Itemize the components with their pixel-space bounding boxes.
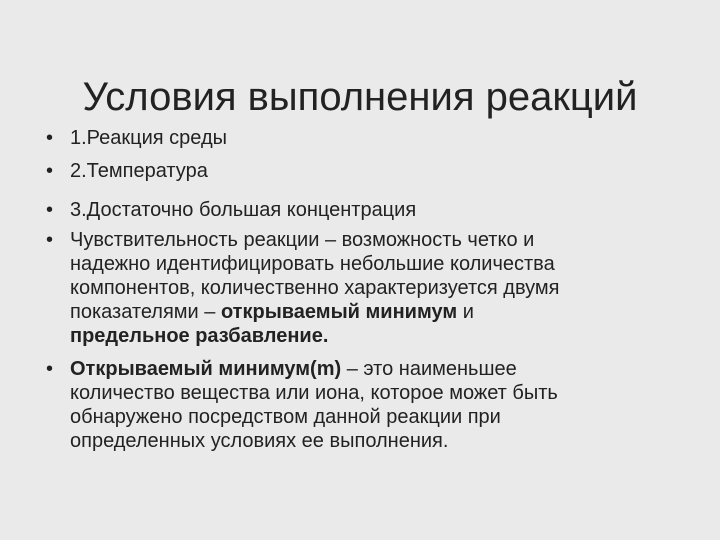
bullet-text-segment: – это наименьшее (341, 358, 517, 380)
bold-term: Открываемый минимум(m) (70, 358, 342, 380)
bold-term: предельное разбавление. (70, 325, 329, 347)
bullet-marker: • (46, 199, 54, 221)
bullet-text-segment: показателями – (70, 301, 221, 323)
bullet-text-line: определенных условиях ее выполнения. (70, 430, 449, 452)
slide-title: Условия выполнения реакций (82, 74, 638, 119)
bullet-text-line (70, 324, 684, 348)
bullet-text-line: компонентов, количественно характеризуется двумя (70, 277, 560, 299)
bullet-text-segment: и (457, 301, 474, 323)
bullet-marker: • (46, 160, 54, 182)
bold-term: открываемый минимум (220, 301, 458, 323)
list-item (44, 228, 684, 348)
bullet-text-line: обнаружено посредством данной реакции при (70, 406, 501, 428)
bullet-text-line: Чувствительность реакции – возможность четко и (70, 229, 535, 251)
bullet-text: 2.Температура (70, 160, 208, 182)
bullet-list (44, 126, 684, 453)
list-item (44, 159, 684, 183)
bullet-marker: • (46, 127, 54, 149)
bullet-text: 1.Реакция среды (70, 127, 228, 149)
list-item (44, 357, 684, 453)
list-item (44, 198, 684, 222)
bullet-text: 3.Достаточно большая концентрация (70, 199, 417, 221)
bullet-marker: • (46, 358, 54, 380)
bullet-text-line (70, 300, 684, 324)
bullet-text-line (70, 357, 684, 381)
list-item (44, 126, 684, 150)
bullet-marker: • (46, 229, 54, 251)
bullet-text-line: надежно идентифицировать небольшие количества (70, 253, 555, 275)
bullet-text-line: количество вещества или иона, которое может быть (70, 382, 558, 404)
